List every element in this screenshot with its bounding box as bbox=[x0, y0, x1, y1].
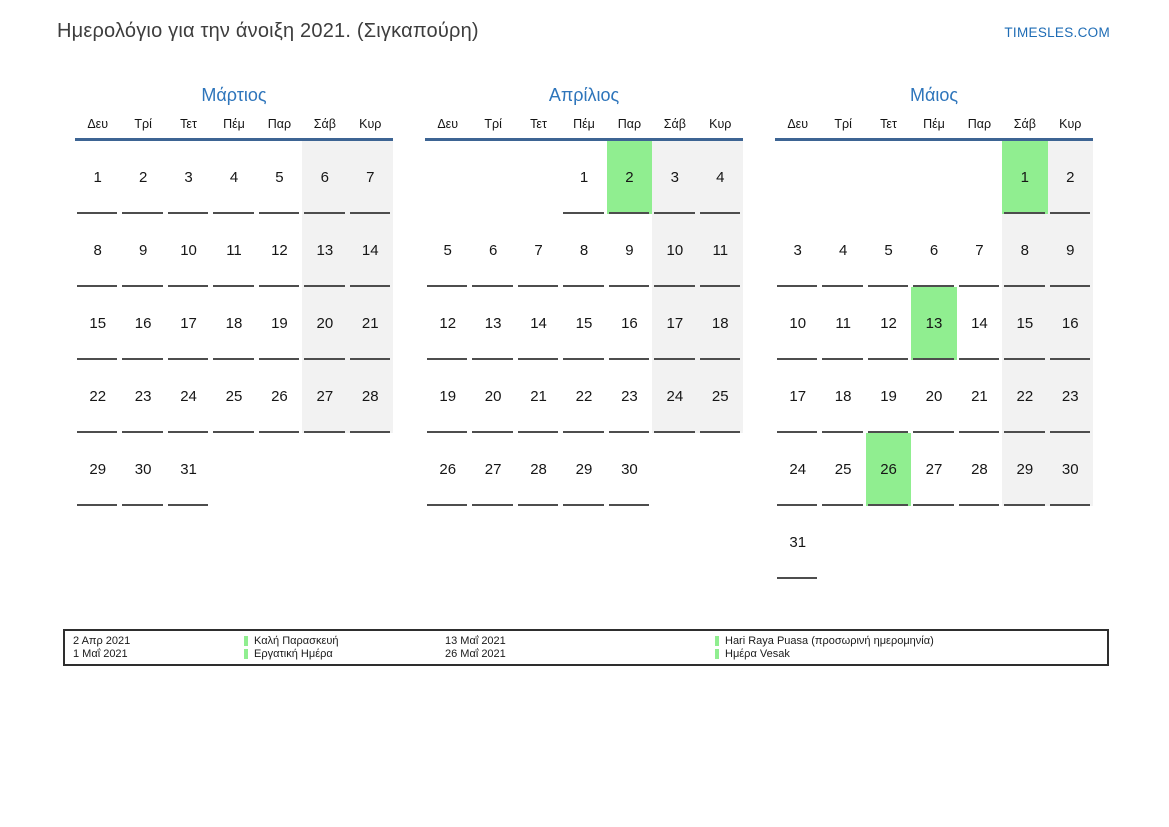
day-cell bbox=[348, 214, 393, 287]
day-number: 10 bbox=[180, 242, 197, 259]
day-cell bbox=[698, 141, 743, 214]
day-cell bbox=[75, 141, 120, 214]
day-number: 30 bbox=[621, 461, 638, 478]
day-cell bbox=[775, 506, 820, 579]
day-cell bbox=[470, 360, 515, 433]
day-number: 30 bbox=[134, 461, 152, 478]
day-number: 4 bbox=[838, 242, 848, 259]
legend-column bbox=[244, 635, 445, 660]
day-number: 7 bbox=[366, 169, 375, 186]
day-of-week-header-row bbox=[775, 110, 1093, 141]
day-number: 14 bbox=[530, 315, 547, 332]
holiday-name: Εργατική Ημέρα bbox=[254, 648, 333, 660]
day-number: 25 bbox=[711, 388, 729, 405]
day-number: 25 bbox=[225, 388, 243, 405]
day-cell bbox=[257, 360, 302, 433]
day-number: 20 bbox=[925, 388, 943, 405]
day-number: 28 bbox=[530, 461, 547, 478]
day-number: 2 bbox=[1066, 169, 1075, 186]
week-row bbox=[425, 287, 743, 360]
day-number: 27 bbox=[484, 461, 502, 478]
holiday-day-cell bbox=[911, 287, 956, 360]
day-cell bbox=[1048, 287, 1093, 360]
week-row bbox=[75, 214, 393, 287]
day-cell bbox=[302, 433, 347, 506]
day-number: 22 bbox=[1016, 388, 1034, 405]
day-cell bbox=[820, 506, 865, 579]
day-number: 23 bbox=[621, 388, 638, 405]
day-cell bbox=[166, 360, 211, 433]
day-cell bbox=[166, 141, 211, 214]
legend-line bbox=[73, 635, 244, 647]
day-number: 5 bbox=[884, 242, 893, 259]
day-cell bbox=[561, 433, 606, 506]
day-cell bbox=[120, 360, 165, 433]
day-number: 24 bbox=[666, 388, 684, 405]
day-cell bbox=[957, 433, 1002, 506]
legend-line bbox=[445, 648, 715, 660]
month-calendar bbox=[425, 80, 743, 506]
day-cell bbox=[652, 360, 697, 433]
day-number: 16 bbox=[134, 315, 152, 332]
day-cell bbox=[652, 214, 697, 287]
day-cell bbox=[775, 141, 820, 214]
day-cell bbox=[1002, 214, 1047, 287]
day-of-week-header: Πέμ bbox=[923, 117, 945, 131]
day-cell bbox=[516, 433, 561, 506]
day-of-week-header: Τετ bbox=[530, 117, 547, 131]
day-number: 23 bbox=[1061, 388, 1079, 405]
day-number: 5 bbox=[275, 169, 284, 186]
day-cell bbox=[866, 141, 911, 214]
day-number: 28 bbox=[361, 388, 379, 405]
day-number: 16 bbox=[621, 315, 638, 332]
day-number: 7 bbox=[534, 242, 543, 259]
day-number: 11 bbox=[835, 315, 851, 332]
day-number: 29 bbox=[89, 461, 107, 478]
day-number: 20 bbox=[316, 315, 334, 332]
day-cell bbox=[75, 360, 120, 433]
holiday-date: 26 Μαΐ 2021 bbox=[445, 648, 506, 660]
week-row bbox=[425, 360, 743, 433]
day-cell bbox=[698, 360, 743, 433]
day-cell bbox=[652, 141, 697, 214]
day-number: 12 bbox=[439, 315, 457, 332]
legend-line bbox=[244, 648, 445, 660]
day-cell bbox=[211, 360, 256, 433]
day-number: 9 bbox=[138, 242, 148, 259]
day-cell bbox=[75, 214, 120, 287]
holiday-color-bar bbox=[244, 636, 248, 646]
day-number: 6 bbox=[320, 169, 330, 186]
day-cell bbox=[166, 214, 211, 287]
holiday-date: 13 Μαΐ 2021 bbox=[445, 635, 506, 647]
week-row bbox=[425, 141, 743, 214]
week-row bbox=[75, 287, 393, 360]
day-cell bbox=[698, 214, 743, 287]
day-number: 22 bbox=[89, 388, 107, 405]
day-number: 10 bbox=[666, 242, 684, 259]
day-of-week-header: Τρί bbox=[134, 117, 152, 131]
day-cell bbox=[561, 287, 606, 360]
day-number: 13 bbox=[316, 242, 334, 259]
day-cell bbox=[775, 214, 820, 287]
day-cell bbox=[957, 506, 1002, 579]
day-number: 3 bbox=[184, 169, 193, 186]
day-cell bbox=[607, 287, 652, 360]
day-of-week-header: Σάβ bbox=[313, 117, 336, 131]
week-row bbox=[425, 214, 743, 287]
day-cell bbox=[1048, 433, 1093, 506]
day-cell bbox=[820, 214, 865, 287]
day-cell bbox=[607, 214, 652, 287]
day-cell bbox=[516, 214, 561, 287]
day-cell bbox=[911, 433, 956, 506]
day-cell bbox=[1048, 214, 1093, 287]
week-row bbox=[775, 506, 1093, 579]
day-cell bbox=[302, 360, 347, 433]
day-cell bbox=[775, 433, 820, 506]
day-cell bbox=[120, 433, 165, 506]
day-cell bbox=[820, 360, 865, 433]
day-number: 21 bbox=[971, 388, 988, 405]
day-cell bbox=[470, 433, 515, 506]
legend-column bbox=[73, 635, 244, 660]
holiday-name: Καλή Παρασκευή bbox=[254, 635, 339, 647]
day-number: 5 bbox=[443, 242, 452, 259]
day-of-week-header: Κυρ bbox=[1059, 117, 1082, 131]
day-cell bbox=[698, 433, 743, 506]
day-cell bbox=[302, 141, 347, 214]
day-cell bbox=[257, 214, 302, 287]
day-cell bbox=[1048, 141, 1093, 214]
day-cell bbox=[470, 141, 515, 214]
day-number: 31 bbox=[180, 461, 197, 478]
day-of-week-header: Κυρ bbox=[709, 117, 732, 131]
day-number: 27 bbox=[925, 461, 943, 478]
legend-line bbox=[244, 635, 445, 647]
legend-line bbox=[715, 648, 1107, 660]
day-number: 8 bbox=[579, 242, 589, 259]
day-of-week-header-row bbox=[75, 110, 393, 141]
legend-column bbox=[715, 635, 1107, 660]
day-cell bbox=[75, 287, 120, 360]
day-cell bbox=[957, 287, 1002, 360]
day-number: 2 bbox=[625, 169, 634, 186]
holiday-legend bbox=[63, 629, 1109, 666]
day-cell bbox=[348, 360, 393, 433]
day-cell bbox=[257, 433, 302, 506]
months-row bbox=[75, 80, 1093, 579]
day-number: 12 bbox=[271, 242, 288, 259]
day-number: 24 bbox=[789, 461, 807, 478]
day-cell bbox=[302, 214, 347, 287]
day-number: 28 bbox=[971, 461, 988, 478]
day-cell bbox=[470, 214, 515, 287]
day-number: 24 bbox=[180, 388, 197, 405]
day-number: 26 bbox=[880, 461, 897, 478]
day-cell bbox=[211, 433, 256, 506]
day-number: 4 bbox=[229, 169, 239, 186]
day-cell bbox=[348, 433, 393, 506]
day-cell bbox=[607, 433, 652, 506]
day-cell bbox=[866, 214, 911, 287]
day-number: 18 bbox=[225, 315, 243, 332]
day-number: 6 bbox=[929, 242, 939, 259]
day-number: 8 bbox=[1020, 242, 1030, 259]
day-cell bbox=[866, 360, 911, 433]
day-number: 14 bbox=[971, 315, 988, 332]
day-cell bbox=[1048, 360, 1093, 433]
holiday-name: Ημέρα Vesak bbox=[725, 648, 790, 660]
day-cell bbox=[957, 141, 1002, 214]
day-number: 17 bbox=[789, 388, 807, 405]
day-number: 19 bbox=[880, 388, 897, 405]
month-calendar bbox=[775, 80, 1093, 579]
week-row bbox=[75, 141, 393, 214]
day-cell bbox=[957, 214, 1002, 287]
day-of-week-header: Κυρ bbox=[359, 117, 382, 131]
day-cell bbox=[120, 287, 165, 360]
day-number: 29 bbox=[575, 461, 593, 478]
holiday-color-bar bbox=[715, 636, 719, 646]
day-number: 17 bbox=[180, 315, 197, 332]
day-number: 7 bbox=[975, 242, 984, 259]
day-of-week-header: Σάβ bbox=[663, 117, 686, 131]
week-row bbox=[775, 433, 1093, 506]
day-cell bbox=[120, 141, 165, 214]
day-of-week-header: Πέμ bbox=[223, 117, 245, 131]
day-cell bbox=[561, 360, 606, 433]
day-number: 10 bbox=[789, 315, 807, 332]
holiday-date: 1 Μαΐ 2021 bbox=[73, 648, 128, 660]
day-cell bbox=[820, 287, 865, 360]
day-cell bbox=[1002, 506, 1047, 579]
day-cell bbox=[652, 433, 697, 506]
day-number: 12 bbox=[880, 315, 897, 332]
day-cell bbox=[348, 141, 393, 214]
holiday-day-cell bbox=[1002, 141, 1047, 214]
day-number: 4 bbox=[716, 169, 725, 186]
day-cell bbox=[1048, 506, 1093, 579]
day-number: 9 bbox=[1066, 242, 1075, 259]
day-of-week-header: Τετ bbox=[180, 117, 197, 131]
day-cell bbox=[348, 287, 393, 360]
day-cell bbox=[911, 214, 956, 287]
week-row bbox=[775, 287, 1093, 360]
day-number: 23 bbox=[134, 388, 152, 405]
day-of-week-header-row bbox=[425, 110, 743, 141]
month-calendar bbox=[75, 80, 393, 506]
day-number: 1 bbox=[93, 169, 102, 186]
day-number: 9 bbox=[625, 242, 634, 259]
day-cell bbox=[957, 360, 1002, 433]
day-cell bbox=[911, 141, 956, 214]
week-row bbox=[75, 433, 393, 506]
holiday-day-cell bbox=[866, 433, 911, 506]
day-cell bbox=[911, 506, 956, 579]
day-number: 3 bbox=[670, 169, 680, 186]
day-cell bbox=[425, 214, 470, 287]
day-number: 17 bbox=[666, 315, 684, 332]
day-cell bbox=[911, 360, 956, 433]
day-cell bbox=[607, 360, 652, 433]
legend-line bbox=[715, 635, 1107, 647]
day-cell bbox=[652, 287, 697, 360]
day-number: 20 bbox=[484, 388, 502, 405]
day-number: 26 bbox=[271, 388, 288, 405]
day-cell bbox=[866, 287, 911, 360]
day-cell bbox=[470, 287, 515, 360]
day-number: 6 bbox=[488, 242, 498, 259]
day-cell bbox=[211, 287, 256, 360]
day-number: 14 bbox=[361, 242, 379, 259]
day-of-week-header: Τρί bbox=[834, 117, 852, 131]
day-cell bbox=[425, 360, 470, 433]
day-cell bbox=[257, 141, 302, 214]
day-number: 1 bbox=[579, 169, 589, 186]
day-cell bbox=[516, 141, 561, 214]
day-number: 27 bbox=[316, 388, 334, 405]
week-row bbox=[425, 433, 743, 506]
month-title: Μάιος bbox=[909, 85, 959, 105]
day-cell bbox=[211, 214, 256, 287]
day-cell bbox=[1002, 433, 1047, 506]
legend-line bbox=[445, 635, 715, 647]
legend-line bbox=[73, 648, 244, 660]
day-number: 22 bbox=[575, 388, 593, 405]
day-number: 16 bbox=[1061, 315, 1079, 332]
day-cell bbox=[775, 360, 820, 433]
day-number: 19 bbox=[439, 388, 457, 405]
day-number: 2 bbox=[138, 169, 148, 186]
day-of-week-header: Τρί bbox=[484, 117, 502, 131]
day-number: 15 bbox=[89, 315, 107, 332]
day-number: 18 bbox=[711, 315, 729, 332]
day-cell bbox=[1002, 360, 1047, 433]
day-number: 13 bbox=[484, 315, 502, 332]
week-row bbox=[775, 360, 1093, 433]
day-cell bbox=[516, 287, 561, 360]
day-cell bbox=[820, 141, 865, 214]
day-cell bbox=[561, 214, 606, 287]
holiday-color-bar bbox=[715, 649, 719, 659]
holiday-date: 2 Απρ 2021 bbox=[73, 635, 131, 647]
holiday-color-bar bbox=[244, 649, 248, 659]
day-cell bbox=[866, 506, 911, 579]
day-of-week-header: Δευ bbox=[787, 117, 809, 131]
site-link[interactable]: TIMESLES.COM bbox=[1004, 25, 1110, 40]
holiday-name: Hari Raya Puasa (προσωρινή ημερομηνία) bbox=[725, 635, 934, 647]
month-title: Μάρτιος bbox=[201, 85, 267, 105]
day-number: 1 bbox=[1020, 169, 1030, 186]
day-of-week-header: Δευ bbox=[437, 117, 459, 131]
month-title: Απρίλιος bbox=[548, 85, 620, 105]
day-of-week-header: Δευ bbox=[87, 117, 109, 131]
day-cell bbox=[166, 287, 211, 360]
day-of-week-header: Πέμ bbox=[573, 117, 595, 131]
day-cell bbox=[561, 141, 606, 214]
day-number: 26 bbox=[439, 461, 457, 478]
week-row bbox=[75, 360, 393, 433]
day-cell bbox=[820, 433, 865, 506]
day-number: 25 bbox=[834, 461, 852, 478]
day-of-week-header: Τετ bbox=[880, 117, 897, 131]
week-row bbox=[775, 214, 1093, 287]
day-number: 30 bbox=[1061, 461, 1079, 478]
week-row bbox=[775, 141, 1093, 214]
day-cell bbox=[211, 141, 256, 214]
day-cell bbox=[425, 141, 470, 214]
day-number: 21 bbox=[361, 315, 379, 332]
day-cell bbox=[1002, 287, 1047, 360]
day-number: 8 bbox=[93, 242, 102, 259]
day-cell bbox=[257, 287, 302, 360]
day-cell bbox=[775, 287, 820, 360]
day-cell bbox=[698, 287, 743, 360]
day-cell bbox=[425, 287, 470, 360]
day-cell bbox=[120, 214, 165, 287]
day-number: 11 bbox=[712, 242, 729, 259]
day-number: 15 bbox=[575, 315, 593, 332]
day-number: 3 bbox=[793, 242, 802, 259]
day-cell bbox=[302, 287, 347, 360]
day-cell bbox=[75, 433, 120, 506]
day-number: 21 bbox=[530, 388, 547, 405]
day-of-week-header: Σάβ bbox=[1013, 117, 1036, 131]
day-number: 29 bbox=[1016, 461, 1034, 478]
page-title: Ημερολόγιο για την άνοιξη 2021. (Σιγκαπούρη) bbox=[57, 20, 479, 42]
legend-column bbox=[445, 635, 715, 660]
day-number: 13 bbox=[925, 315, 943, 332]
day-cell bbox=[166, 433, 211, 506]
day-of-week-header: Παρ bbox=[967, 117, 992, 131]
day-number: 31 bbox=[789, 534, 807, 551]
day-cell bbox=[425, 433, 470, 506]
day-of-week-header: Παρ bbox=[617, 117, 642, 131]
day-number: 11 bbox=[226, 242, 242, 259]
day-number: 18 bbox=[834, 388, 852, 405]
day-number: 15 bbox=[1016, 315, 1034, 332]
day-cell bbox=[516, 360, 561, 433]
day-of-week-header: Παρ bbox=[267, 117, 292, 131]
holiday-day-cell bbox=[607, 141, 652, 214]
day-number: 19 bbox=[271, 315, 288, 332]
